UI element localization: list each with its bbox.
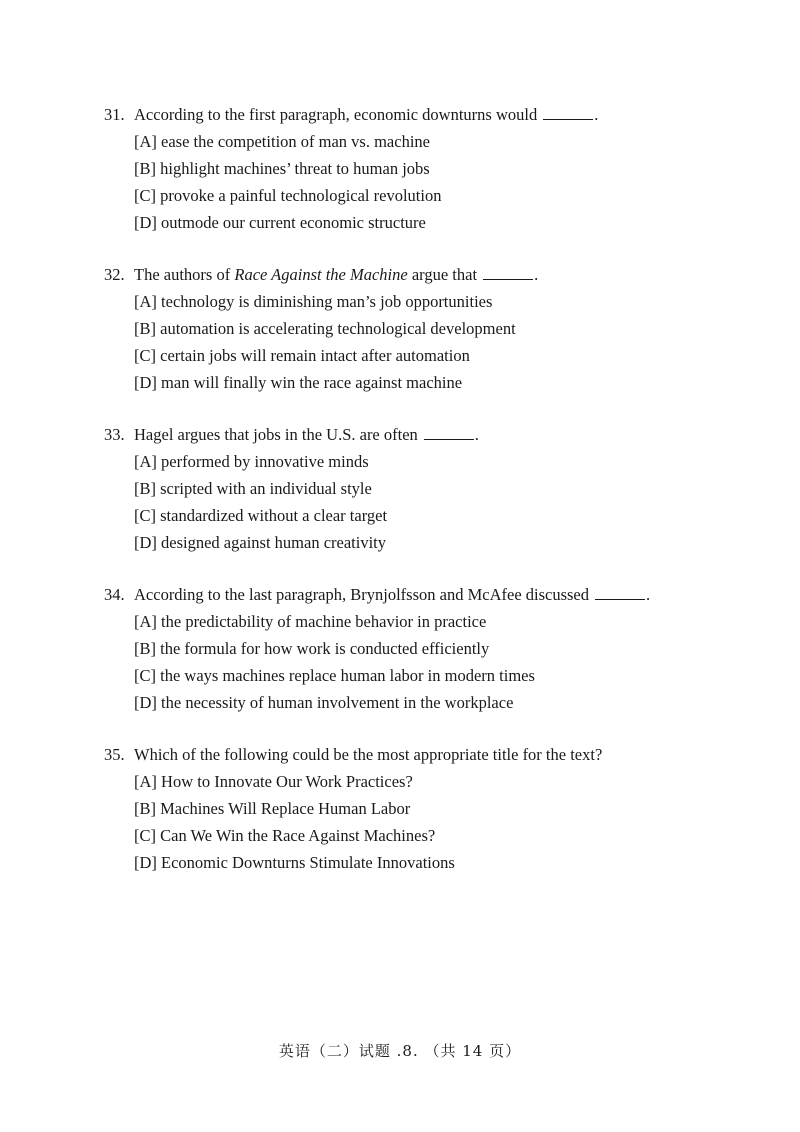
option-d: [D] designed against human creativity bbox=[134, 533, 387, 552]
option-b: [B] Machines Will Replace Human Labor bbox=[134, 799, 411, 818]
option-a: [A] performed by innovative minds bbox=[134, 452, 369, 471]
option-c: [C] provoke a painful technological revolution bbox=[134, 186, 442, 205]
stem-period: . bbox=[474, 425, 479, 444]
page-footer: 英语（二）试题 .8. （共 14 页） bbox=[278, 1042, 522, 1060]
stem-text: The authors of bbox=[134, 265, 235, 284]
question-35 bbox=[104, 741, 744, 876]
question-31 bbox=[104, 101, 744, 236]
option-b: [B] automation is accelerating technological development bbox=[134, 319, 516, 338]
option-b: [B] scripted with an individual style bbox=[134, 479, 372, 498]
answer-blank bbox=[595, 585, 645, 600]
option-list bbox=[104, 608, 744, 716]
option-c: [C] the ways machines replace human labor in modern times bbox=[134, 666, 535, 685]
answer-blank bbox=[543, 105, 593, 120]
question-34 bbox=[104, 581, 744, 716]
stem-text: Which of the following could be the most appropriate title for the text? bbox=[134, 745, 603, 764]
option-b: [B] the formula for how work is conducted efficiently bbox=[134, 639, 490, 658]
stem-text: According to the last paragraph, Brynjolfsson and McAfee discussed bbox=[134, 585, 590, 604]
option-b: [B] highlight machines’ threat to human jobs bbox=[134, 159, 430, 178]
question-33 bbox=[104, 421, 744, 556]
stem-period: . bbox=[646, 585, 651, 604]
option-d: [D] Economic Downturns Stimulate Innovations bbox=[134, 853, 455, 872]
option-a: [A] How to Innovate Our Work Practices? bbox=[134, 772, 413, 791]
option-c: [C] certain jobs will remain intact after automation bbox=[134, 346, 470, 365]
option-list bbox=[104, 768, 744, 876]
question-number: 31. bbox=[104, 105, 125, 124]
question-32 bbox=[104, 261, 744, 396]
option-list bbox=[104, 288, 744, 396]
option-list bbox=[104, 448, 744, 556]
stem-period: . bbox=[594, 105, 599, 124]
question-stem bbox=[104, 741, 744, 768]
option-list bbox=[104, 128, 744, 236]
option-a: [A] the predictability of machine behavior in practice bbox=[134, 612, 487, 631]
option-a: [A] technology is diminishing man’s job opportunities bbox=[134, 292, 493, 311]
question-stem bbox=[104, 261, 744, 288]
question-stem bbox=[104, 101, 744, 128]
question-stem bbox=[104, 581, 744, 608]
stem-text: Hagel argues that jobs in the U.S. are often bbox=[134, 425, 418, 444]
answer-blank bbox=[424, 425, 474, 440]
option-d: [D] man will finally win the race against machine bbox=[134, 373, 463, 392]
question-number: 34. bbox=[104, 585, 125, 604]
option-d: [D] outmode our current economic structure bbox=[134, 213, 426, 232]
option-d: [D] the necessity of human involvement in the workplace bbox=[134, 693, 514, 712]
question-number: 32. bbox=[104, 265, 125, 284]
answer-blank bbox=[483, 265, 533, 280]
stem-text-after: argue that bbox=[407, 265, 478, 284]
question-number: 35. bbox=[104, 745, 125, 764]
book-title: Race Against the Machine bbox=[234, 265, 408, 284]
question-number: 33. bbox=[104, 425, 125, 444]
option-c: [C] Can We Win the Race Against Machines? bbox=[134, 826, 436, 845]
question-stem bbox=[104, 421, 744, 448]
option-c: [C] standardized without a clear target bbox=[134, 506, 388, 525]
stem-period: . bbox=[534, 265, 539, 284]
question-list bbox=[104, 101, 744, 901]
stem-text: According to the first paragraph, economic downturns would bbox=[134, 105, 538, 124]
option-a: [A] ease the competition of man vs. machine bbox=[134, 132, 430, 151]
